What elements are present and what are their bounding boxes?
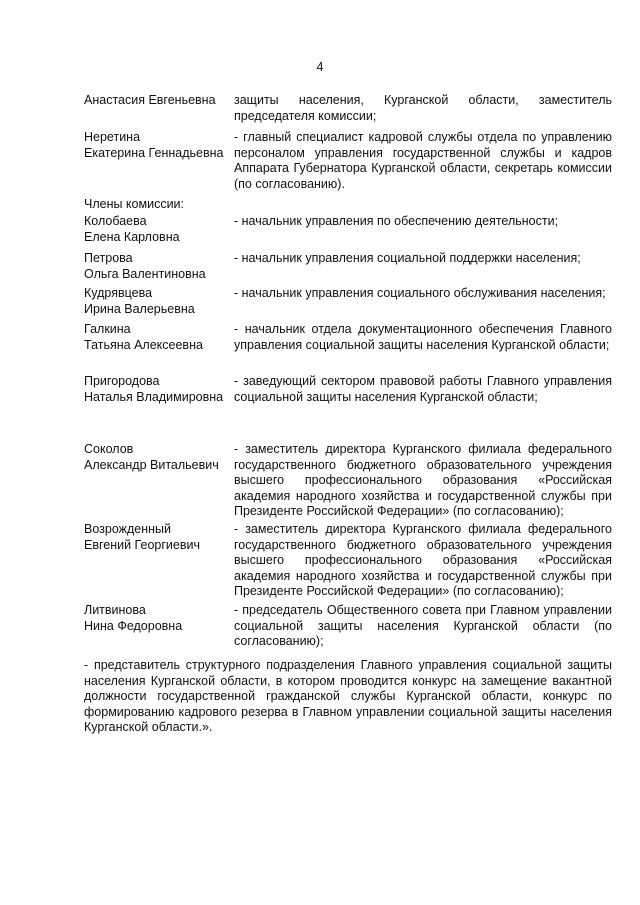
members-heading: Члены комиссии: <box>84 197 185 211</box>
person-name <box>84 522 234 600</box>
person-surname: Возрожденный <box>84 522 172 536</box>
member-entry <box>84 251 612 282</box>
page-number: 4 <box>316 60 324 74</box>
person-given-name: Екатерина Геннадьевна <box>84 145 224 160</box>
person-given-name: Татьяна Алексеевна <box>84 337 203 352</box>
person-surname: Колобаева <box>84 214 147 228</box>
person-role: - начальник отдела документационного обеспечения Главного управления социальной защиты населения Курганской области; <box>234 322 612 352</box>
person-name <box>84 286 234 317</box>
person-surname: Петрова <box>84 251 133 265</box>
member-entry <box>84 442 612 520</box>
person-given-name: Нина Федоровна <box>84 618 183 633</box>
person-role: - начальник управления по обеспечению деятельности; <box>234 214 559 228</box>
person-name <box>84 374 234 405</box>
person-role: - председатель Общественного совета при Главном управлении социальной защиты населения Курганской области (по согласованию); <box>234 603 612 649</box>
commission-entry <box>84 93 612 124</box>
person-role: - начальник управления социального обслуживания населения; <box>234 286 606 300</box>
person-surname: Кудрявцева <box>84 286 153 300</box>
commission-entry <box>84 130 612 192</box>
person-surname: Неретина <box>84 130 141 144</box>
person-role: защиты населения, Курганской области, заместитель председателя комиссии; <box>234 93 612 123</box>
member-entry <box>84 522 612 600</box>
person-role: - заместитель директора Курганского филиала федерального государственного бюджетного образовательного учреждения высшего профессионального образования «Российская академия народного хозяйства и государственной службы при Президенте Российской Федерации» (по согласованию); <box>234 442 612 519</box>
person-given-name: Ирина Валерьевна <box>84 301 195 316</box>
person-name <box>84 442 234 520</box>
person-surname: Соколов <box>84 442 134 456</box>
person-name <box>84 214 234 245</box>
person-name <box>84 603 234 650</box>
person-surname: Галкина <box>84 322 131 336</box>
member-entry <box>84 374 612 405</box>
person-role: - заместитель директора Курганского филиала федерального государственного бюджетного образовательного учреждения высшего профессионального образования «Российская академия народного хозяйства и государственной службы при Президенте Российской Федерации» (по согласованию); <box>234 522 612 599</box>
member-entry <box>84 214 612 245</box>
person-role: - главный специалист кадровой службы отдела по управлению персоналом управления государственной службы и кадров Аппарата Губернатора Курганской области, секретарь комиссии (по согласованию). <box>234 130 612 191</box>
person-given-name: Елена Карловна <box>84 229 180 244</box>
person-given-name: Наталья Владимировна <box>84 389 224 404</box>
closing-paragraph: - представитель структурного подразделения Главного управления социальной защиты населения Курганской области, в котором проводится конкурс на замещение вакантной должности государственной гражданской службы Курганской области, конкурс по формированию кадрового резерва в Главном управлении социальной защиты населения Курганской области.». <box>84 658 612 735</box>
person-surname: Пригородова <box>84 374 160 388</box>
person-surname: Литвинова <box>84 603 146 617</box>
person-role: - заведующий сектором правовой работы Главного управления социальной защиты населения Курганской области; <box>234 374 612 404</box>
person-name <box>84 130 234 192</box>
person-given-name: Евгений Георгиевич <box>84 537 200 552</box>
member-entry <box>84 322 612 353</box>
person-name <box>84 322 234 353</box>
person-given-name: Ольга Валентиновна <box>84 266 206 281</box>
person-given-name: Александр Витальевич <box>84 457 219 472</box>
member-entry <box>84 286 612 317</box>
person-role: - начальник управления социальной поддержки населения; <box>234 251 581 265</box>
person-name <box>84 251 234 282</box>
member-entry <box>84 603 612 650</box>
person-name <box>84 93 234 124</box>
person-name-line: Анастасия Евгеньевна <box>84 93 216 107</box>
